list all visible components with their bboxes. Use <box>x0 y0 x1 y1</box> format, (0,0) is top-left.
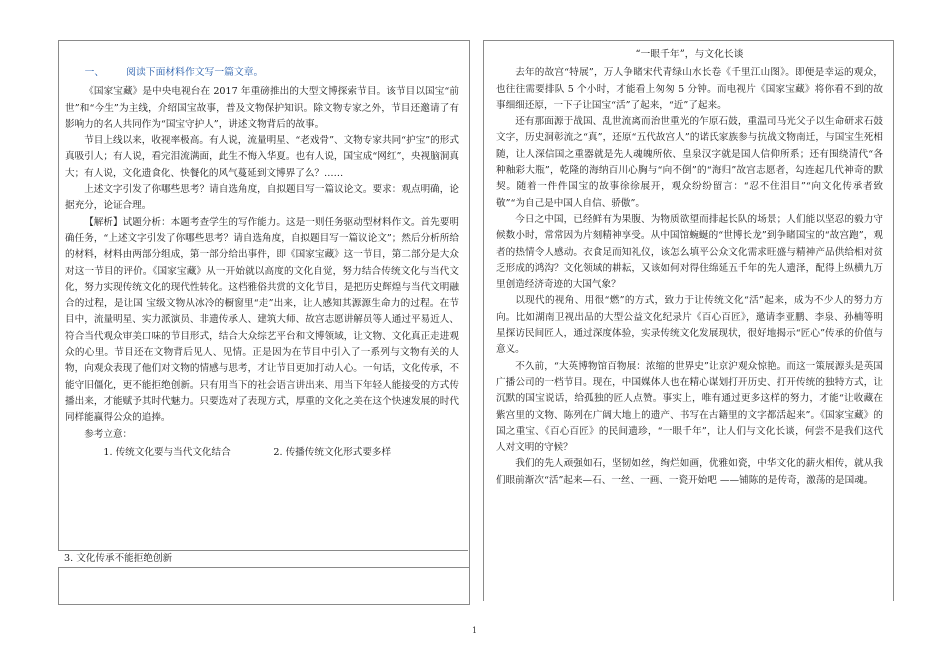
reference-label: 参考立意： <box>84 428 133 440</box>
article-paragraph-1: 去年的故宫“特展”，万人争睹宋代青绿山水长卷《千里江山图》。即便是幸运的观众，也往往需要排队 5 个小时，才能看上匆匆 5 分钟。而电视片《国家宝藏》将你看不到的故事细细还原，一下子让国宝“活”了起来，“近”了起来。 <box>496 67 883 111</box>
right-column <box>483 40 894 601</box>
task-paragraph: 上述文字引发了你哪些思考？请自选角度，自拟题目写一篇议论文。要求：观点明确，论据充分，论证合理。 <box>65 184 459 212</box>
article-title: “一眼千年”，与文化长谈 <box>635 49 744 60</box>
reference-option-1: 1. 传统文化要与当代文化结合 <box>103 446 231 458</box>
material-paragraph-2: 节目上线以来，收视率极高。有人说，流量明星、“老戏骨”、文物专家共同“护宝”的形式真吸引人；有人说，看完泪流满面，此生不悔入华夏。也有人说，国宝成“网红”，央视脑洞真大；有人说，文化遗食化、快餐化的风气蔓延到文博界了么？…… <box>65 135 459 179</box>
answer-box <box>58 567 470 605</box>
article-paragraph-6: 我们的先人顽强如石，坚韧如丝，绚烂如画，优雅如瓷，中华文化的薪火相传，就从我们眼前渐次“活”起来—石、一丝、一画、一瓷开始吧 ——铺陈的是传奇，激荡的是国魂。 <box>496 458 883 486</box>
reference-option-3: 3. 文化传承不能拒绝创新 <box>58 550 468 568</box>
question-number: 一、 <box>84 67 105 78</box>
article-paragraph-2: 还有那面源于战国、乱世流离而治世重光的乍原石鼓，重温司马光父子以生命研求石鼓文字，历史洞彰流之“真”，还原“五代故宫人”的诺氏家族参与抗战文物南迁，与国宝生死相随，让人深信国之重器就是先人魂魄所依、皇泉汉字就是国人信仰所系；还有围绕清代“各种釉彩大瓶”，乾隆的海纳百川心胸与“向不倒”的“海归”故宫志愿者，勾连起几代神奇的默契。随着一件件国宝的故事徐徐展开，观众纷纷留言：“忍不住泪目”“向文化传承者致敬”“为自己是中国人自信、骄傲”。 <box>496 116 883 209</box>
article-paragraph-5: 不久前，“大英博物馆百物展：浓缩的世界史”让京沪观众惊艳。而这一策展源头是英国广播公司的一档节目。现在，中国媒体人也在精心谋划打开历史、打开传统的独特方式，让沉默的国宝说话，给孤独的匠人点赞。事实上，唯有通过更多这样的努力，才能“让收藏在紫宫里的文物、陈列在广阔大地上的遗产、书写在古籍里的文字都活起来”。《国家宝藏》的国之重宝、《百心百匠》的民间遗珍，“一眼千年”，让人们与文化长谈，何尝不是我们这代人对文明的守候？ <box>496 360 883 454</box>
page-number: 1 <box>472 626 478 635</box>
reference-options <box>65 445 459 461</box>
article-paragraph-3: 今日之中国，已经鲜有为果腹、为物质欲望而排起长队的场景；人们能以坚忍的毅力守候数小时，常常因为片刻精神享受。从中国馆蜿蜒的“世博长龙”到争睹国宝的“故宫跑”，观者的热情令人感动。衣食足而知礼仪，该怎么填平公众文化需求旺盛与精神产品供给相对贫乏形成的鸿沟？文化领域的耕耘，又该如何对得住绵延五千年的先人遗泽，配得上纵横九万里创造经济奇迹的大国气象？ <box>496 213 883 291</box>
question-title: 阅读下面材料作文写一篇文章。 <box>126 67 264 78</box>
left-column <box>58 40 470 601</box>
analysis-paragraph: 【解析】试题分析：本题考查学生的写作能力。这是一则任务驱动型材料作文。首先要明确任务，“上述文字引发了你哪些思考？请自选角度，自拟题目写一篇议论文”；然后分析所给的材料，材料由两部分组成，第一部分给出事件，即《国家宝藏》这一节目，第二部分是大众对这一节目的评价。《国家宝藏》从一开始就以高度的文化自觉，努力结合传统文化与当代文化，努力实现传统文化的现代性转化。这档雅俗共赏的文化节目，是把历史辉煌与当代文明融合的过程，是让国 宝级文物从冰冷的橱窗里“走”出来，让人感知其源源生命力的过程。在节目中，流量明星、实力派演员、非遗传承人、建筑大师、故宫志愿讲解员等人通过平易近人、符合当代观众审美口味的节目形式，结合大众综艺平台和文博领域，让文物、文化真正走进观众的心里。节目还在文物背后见人、见情。正是因为在节目中引入了一系列与文物有关的人物，向观众表现了他们对文物的情感与思考，才让节目更加打动人心。一句话，文化传承，不能守旧僵化，更不能拒绝创新。只有用当下的社会语言讲出来、用当下年轻人能接受的方式传播出来，才能赋予其时代魅力。只要选对了表现方式，厚重的文化之美在这个快速发展的时代同样能赢得公众的追捧。 <box>65 216 459 424</box>
question-heading <box>65 65 459 81</box>
material-paragraph-1: 《国家宝藏》是中央电视台在 2017 年重磅推出的大型文博探索节目。该节目以国宝“前世”和“今生”为主线，介绍国宝故事，普及文物保护知识。除文物专家之外，节目还邀请了有影响力的名人共同作为“国宝守护人”，讲述文物背后的故事。 <box>65 86 459 130</box>
article-paragraph-4: 以现代的视角、用很“燃”的方式，致力于让传统文化“活”起来，成为不少人的努力方向。比如湖南卫视出品的大型公益文化纪录片《百心百匠》，邀请李亚鹏、李泉、孙楠等明星探访民间匠人，通过深度体验，实录传统文化发展现状，很好地揭示“匠心”传承的价值与意义。 <box>496 295 883 356</box>
reference-option-2: 2. 传播传统文化形式要多样 <box>273 446 392 458</box>
